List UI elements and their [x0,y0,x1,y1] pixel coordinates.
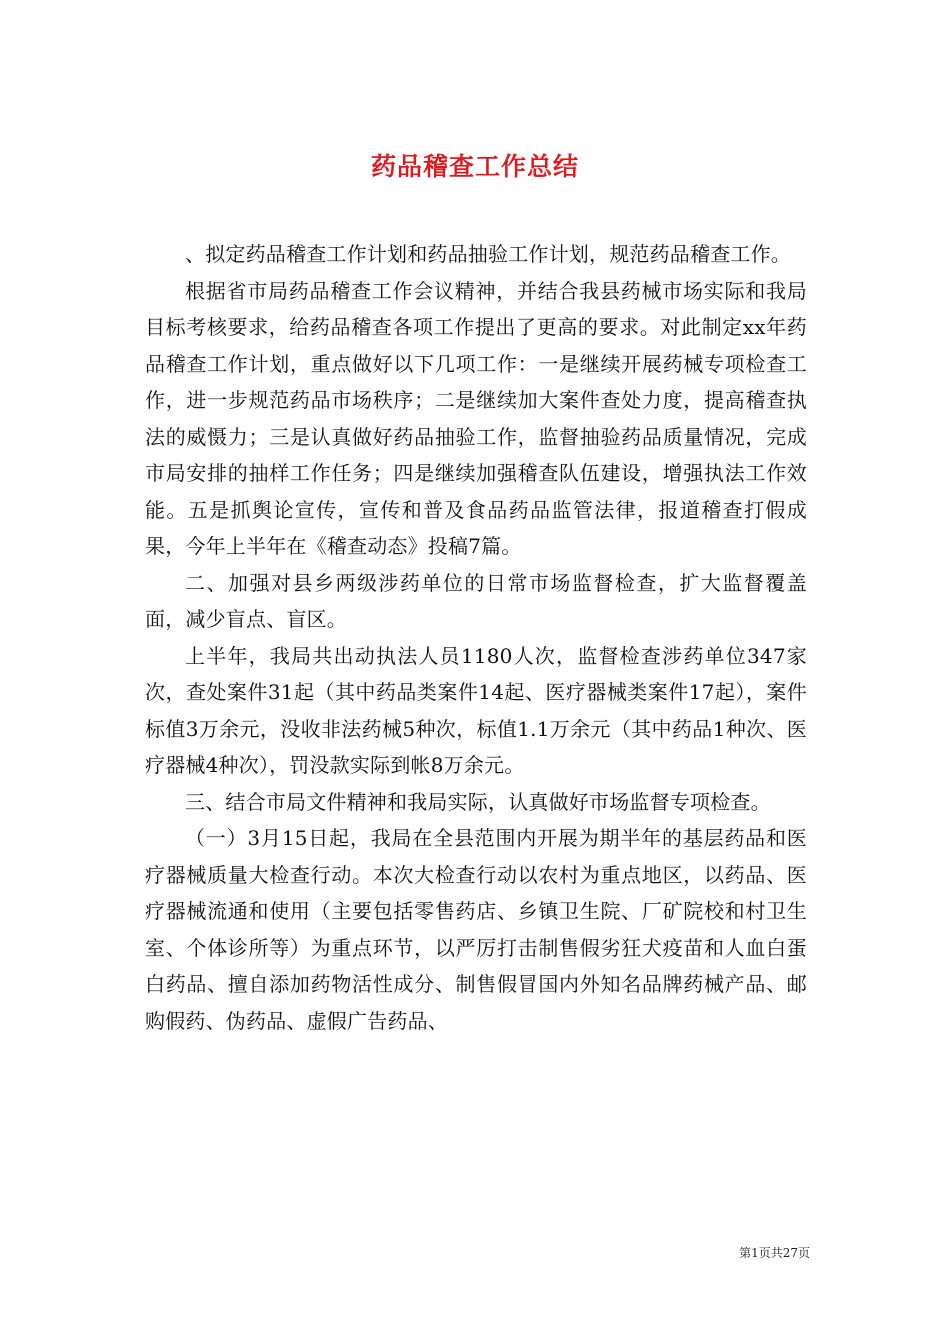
document-title: 药品稽查工作总结 [370,151,579,181]
paragraph: 、拟定药品稽查工作计划和药品抽验工作计划，规范药品稽查工作。 [185,242,791,266]
paragraph: 上半年，我局共出动执法人员1180人次，监督检查涉药单位347家次，查处案件31起（其中药品类案件14起、医疗器械类案件17起），案件标值3万余元，没收非法药械5种次，标值1.1万余元（其中药品1种次、医疗器械4种次），罚没款实际到帐8万余元。 [145,643,807,777]
paragraph: 根据省市局药品稽查工作会议精神，并结合我县药械市场实际和我局目标考核要求，给药品稽查各项工作提出了更高的要求。对此制定xx年药品稽查工作计划，重点做好以下几项工作：一是继续开展药械专项检查工作，进一步规范药品市场秩序；二是继续加大案件查处力度，提高稽查执法的威慑力；三是认真做好药品抽验工作，监督抽验药品质量情况，完成市局安排的抽样工作任务；四是继续加强稽查队伍建设，增强执法工作效能。五是抓舆论宣传，宣传和普及食品药品监管法律，报道稽查打假成果，今年上半年在《稽查动态》投稿7篇。 [145,278,807,558]
page-number-footer: 第1页共27页 [739,1246,810,1260]
document-body [145,236,807,1039]
paragraph: 二、加强对县乡两级涉药单位的日常市场监督检查，扩大监督覆盖面，减少盲点、盲区。 [145,570,807,631]
paragraph: 三、结合市局文件精神和我局实际，认真做好市场监督专项检查。 [185,789,771,814]
paragraph: （一）3月15日起，我局在全县范围内开展为期半年的基层药品和医疗器械质量大检查行动。本次大检查行动以农村为重点地区，以药品、医疗器械流通和使用（主要包括零售药店、乡镇卫生院、厂矿院校和村卫生室、个体诊所等）为重点环节，以严厉打击制售假劣狂犬疫苗和人血白蛋白药品、擅自添加药物活性成分、制售假冒国内外知名品牌药械产品、邮购假药、伪药品、虚假广告药品、 [145,826,807,1033]
